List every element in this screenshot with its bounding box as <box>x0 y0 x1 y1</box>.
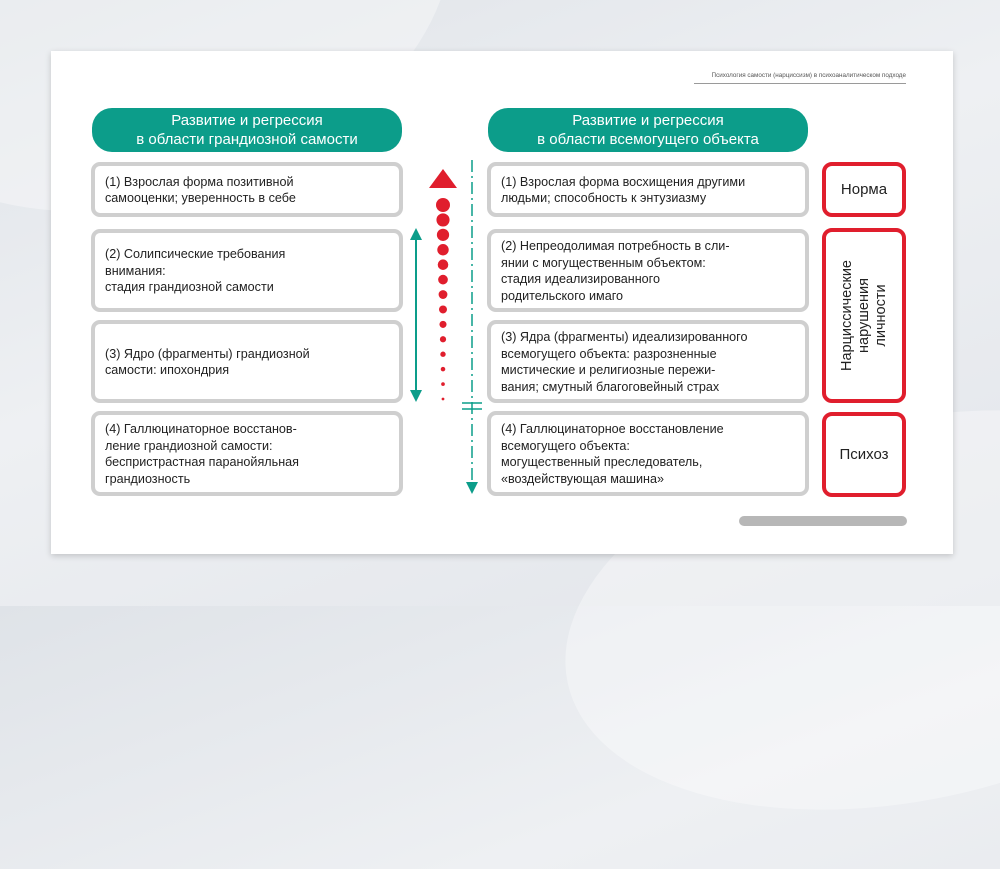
box-line: (3) Ядра (фрагменты) идеализированного <box>501 330 748 344</box>
box-line: родительского имаго <box>501 288 624 303</box>
scrollbar[interactable] <box>739 516 907 526</box>
box-line: всемогущего объекта: <box>501 438 630 453</box>
red-dot <box>438 259 449 270</box>
teal-arrow-down-head <box>410 390 422 402</box>
box-line: самооценки; уверенность в себе <box>105 191 296 205</box>
red-arrow-head-icon <box>429 169 457 188</box>
red-dot <box>437 229 449 241</box>
box-line: (1) Взрослая форма позитивной <box>105 174 294 189</box>
disorders-line-2: нарушения <box>855 278 872 353</box>
red-dot <box>438 275 448 285</box>
right-title-line-1: Развитие и регрессия <box>572 112 724 129</box>
right-title-line-2: в области всемогущего объекта <box>537 131 759 148</box>
red-dot <box>440 336 446 342</box>
red-dot <box>441 382 445 386</box>
red-dot <box>436 198 450 212</box>
box-line: (4) Галлюцинаторное восстановление <box>501 422 724 436</box>
box-line: внимания: <box>105 263 166 278</box>
box-line: (3) Ядро (фрагменты) грандиозной <box>105 346 310 361</box>
red-dot <box>437 244 448 255</box>
box-line: (2) Непреодолимая потребность в сли- <box>501 239 730 253</box>
left-title-line-1: Развитие и регрессия <box>171 112 323 129</box>
box-line: могущественный преследователь, <box>501 455 703 469</box>
box-line: беспристрастная паранойяльная <box>105 455 299 469</box>
box-line: грандиозность <box>105 471 191 486</box>
norm-label: Норма <box>840 181 888 198</box>
left-title-line-2: в области грандиозной самости <box>136 131 358 148</box>
red-dot <box>440 352 445 357</box>
red-dot-gradient <box>436 198 450 400</box>
box-line: (4) Галлюцинаторное восстанов- <box>105 422 297 436</box>
red-dot <box>439 321 446 328</box>
red-dot <box>439 305 447 313</box>
red-dot <box>436 213 449 226</box>
box-line: «воздействующая машина» <box>501 471 664 486</box>
box-line: вания; смутный благоговейный страх <box>501 379 720 394</box>
box-line: людьми; способность к энтузиазму <box>501 191 707 205</box>
box-line: стадия грандиозной самости <box>105 280 274 295</box>
teal-arrow-up-head <box>410 228 422 240</box>
box-line: (1) Взрослая форма восхищения другими <box>501 174 746 189</box>
box-line: (2) Солипсические требования <box>105 247 286 262</box>
teal-arrow-down-head-2 <box>466 482 478 494</box>
box-line: янии с могущественным объектом: <box>501 255 706 270</box>
box-line: мистические и религиозные пережи- <box>501 363 716 377</box>
box-line: всемогущего объекта: разрозненные <box>501 346 717 361</box>
box-line: стадия идеализированного <box>501 272 661 286</box>
disorders-line-1: Нарциссические <box>838 260 855 371</box>
red-dot <box>442 398 445 401</box>
red-dot <box>441 367 446 372</box>
psychosis-label: Психоз <box>839 446 889 463</box>
box-line: самости: ипохондрия <box>105 363 230 377</box>
slide-header: Психология самости (нарциссизм) в психоаналитическом подходе <box>711 72 906 79</box>
box-line: ление грандиозной самости: <box>105 438 273 453</box>
disorders-line-3: личности <box>872 284 889 347</box>
red-dot <box>439 290 448 299</box>
